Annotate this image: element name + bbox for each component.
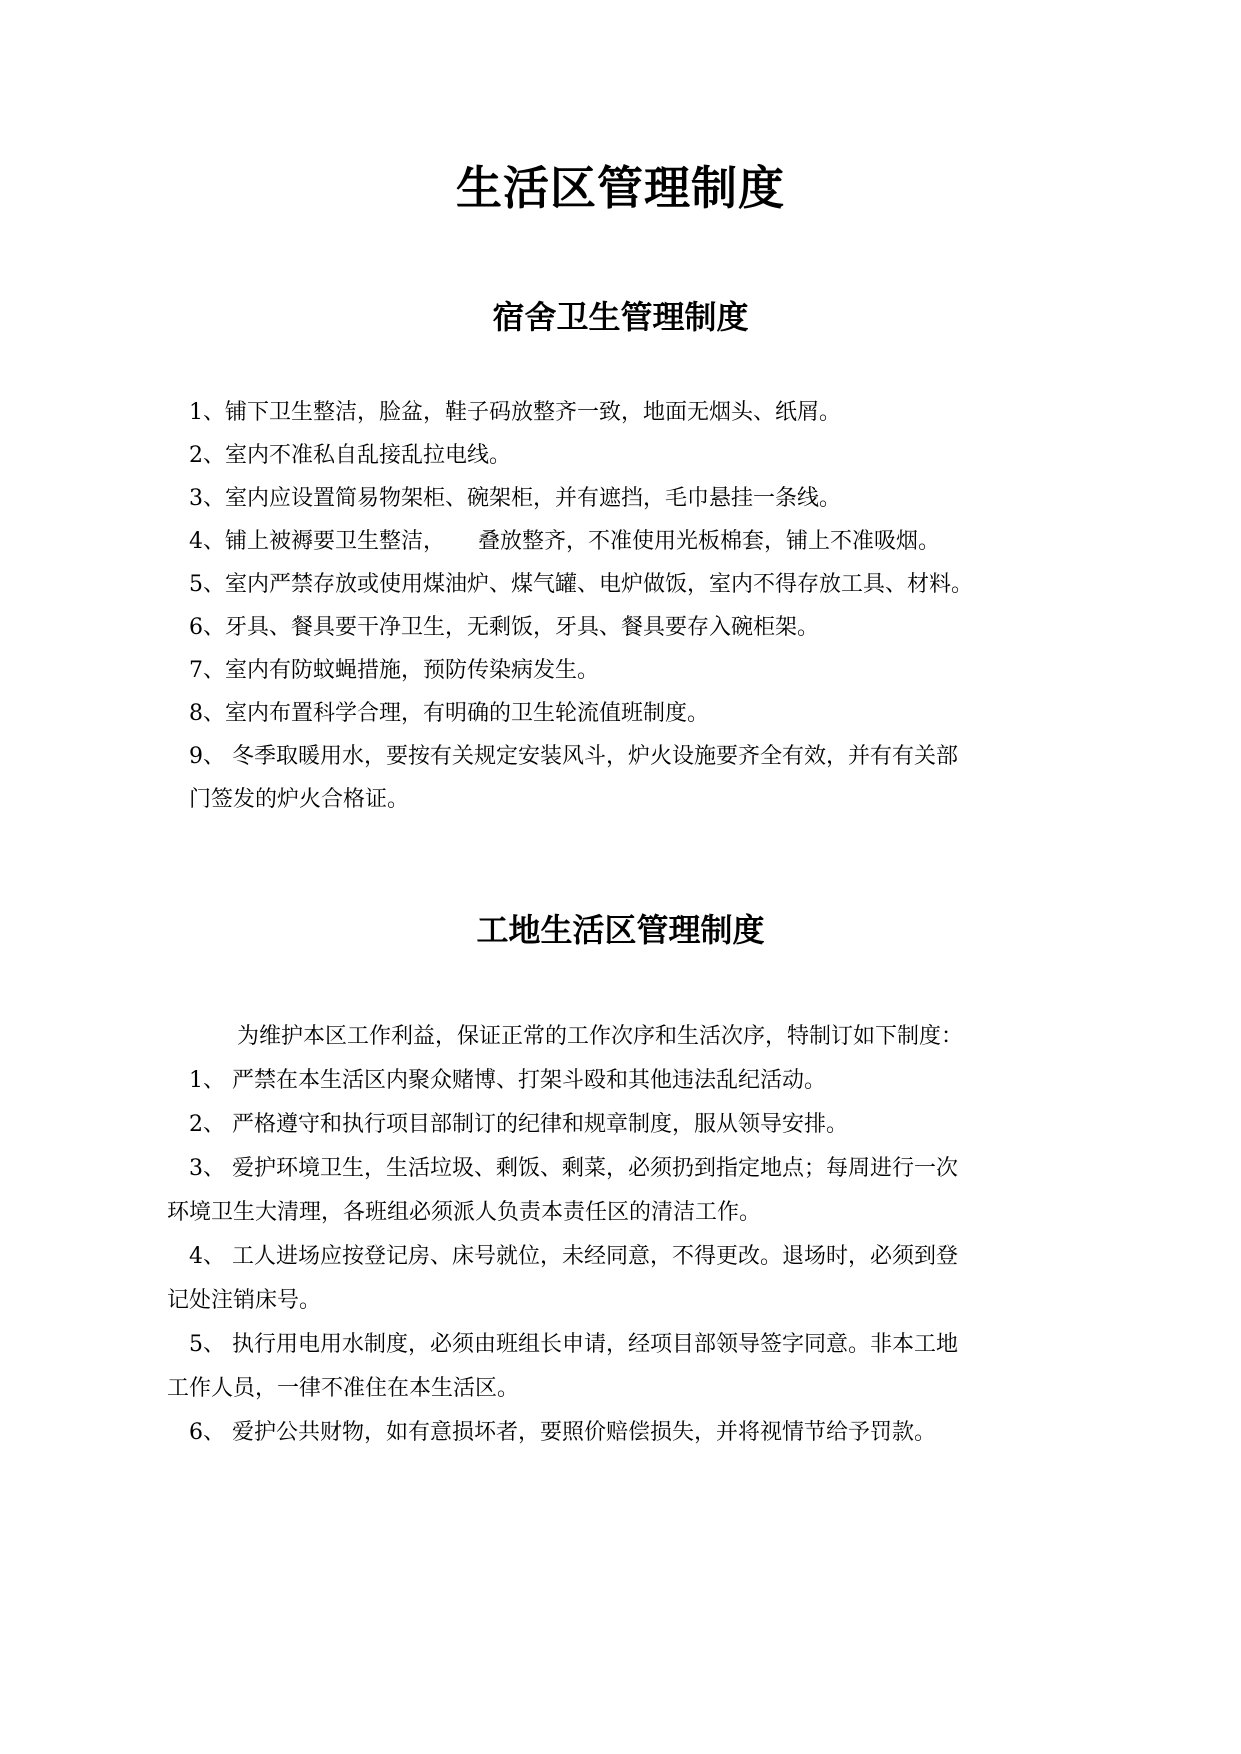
rule-line-continuation: 记处注销床号。 [167, 1288, 322, 1313]
rule-line: 2、室内不准私自乱接乱拉电线。 [189, 443, 511, 468]
rule-line: 9、 冬季取暖用水，要按有关规定安装风斗，炉火设施要齐全有效，并有有关部 [189, 744, 958, 769]
rule-line: 5、室内严禁存放或使用煤油炉、煤气罐、电炉做饭，室内不得存放工具、材料。 [189, 572, 973, 597]
page-title: 生活区管理制度 [456, 161, 785, 215]
rule-line-continuation: 环境卫生大清理，各班组必须派人负责本责任区的清洁工作。 [167, 1200, 762, 1225]
intro-paragraph: 为维护本区工作利益，保证正常的工作次序和生活次序，特制订如下制度： [237, 1024, 964, 1049]
rule-line-continuation: 门签发的炉火合格证。 [189, 787, 410, 812]
rule-line: 3、 爱护环境卫生，生活垃圾、剩饭、剩菜，必须扔到指定地点；每周进行一次 [189, 1156, 958, 1181]
rule-line-continuation: 工作人员，一律不准住在本生活区。 [167, 1376, 520, 1401]
rule-line: 6、 爱护公共财物，如有意损坏者，要照价赔偿损失，并将视情节给予罚款。 [189, 1420, 936, 1445]
rule-line: 1、铺下卫生整洁，脸盆，鞋子码放整齐一致，地面无烟头、纸屑。 [189, 400, 841, 425]
section-title-dormitory: 宿舍卫生管理制度 [492, 298, 749, 336]
rule-line: 3、室内应设置简易物架柜、碗架柜，并有遮挡，毛巾悬挂一条线。 [189, 486, 841, 511]
rule-line: 7、室内有防蚊蝇措施，预防传染病发生。 [189, 658, 599, 683]
rule-line: 4、 工人进场应按登记房、床号就位，未经同意，不得更改。退场时，必须到登 [189, 1244, 958, 1269]
rule-line: 5、 执行用电用水制度，必须由班组长申请，经项目部领导签字同意。非本工地 [189, 1332, 958, 1357]
rule-line: 6、牙具、餐具要干净卫生，无剩饭，牙具、餐具要存入碗柜架。 [189, 615, 819, 640]
rule-line: 4、铺上被褥要卫生整洁， 叠放整齐，不准使用光板棉套，铺上不准吸烟。 [189, 529, 940, 554]
section-title-site-living-area: 工地生活区管理制度 [476, 911, 765, 949]
rule-line: 1、 严禁在本生活区内聚众赌博、打架斗殴和其他违法乱纪活动。 [189, 1068, 826, 1093]
rule-line: 2、 严格遵守和执行项目部制订的纪律和规章制度，服从领导安排。 [189, 1112, 848, 1137]
rule-line: 8、室内布置科学合理，有明确的卫生轮流值班制度。 [189, 701, 709, 726]
